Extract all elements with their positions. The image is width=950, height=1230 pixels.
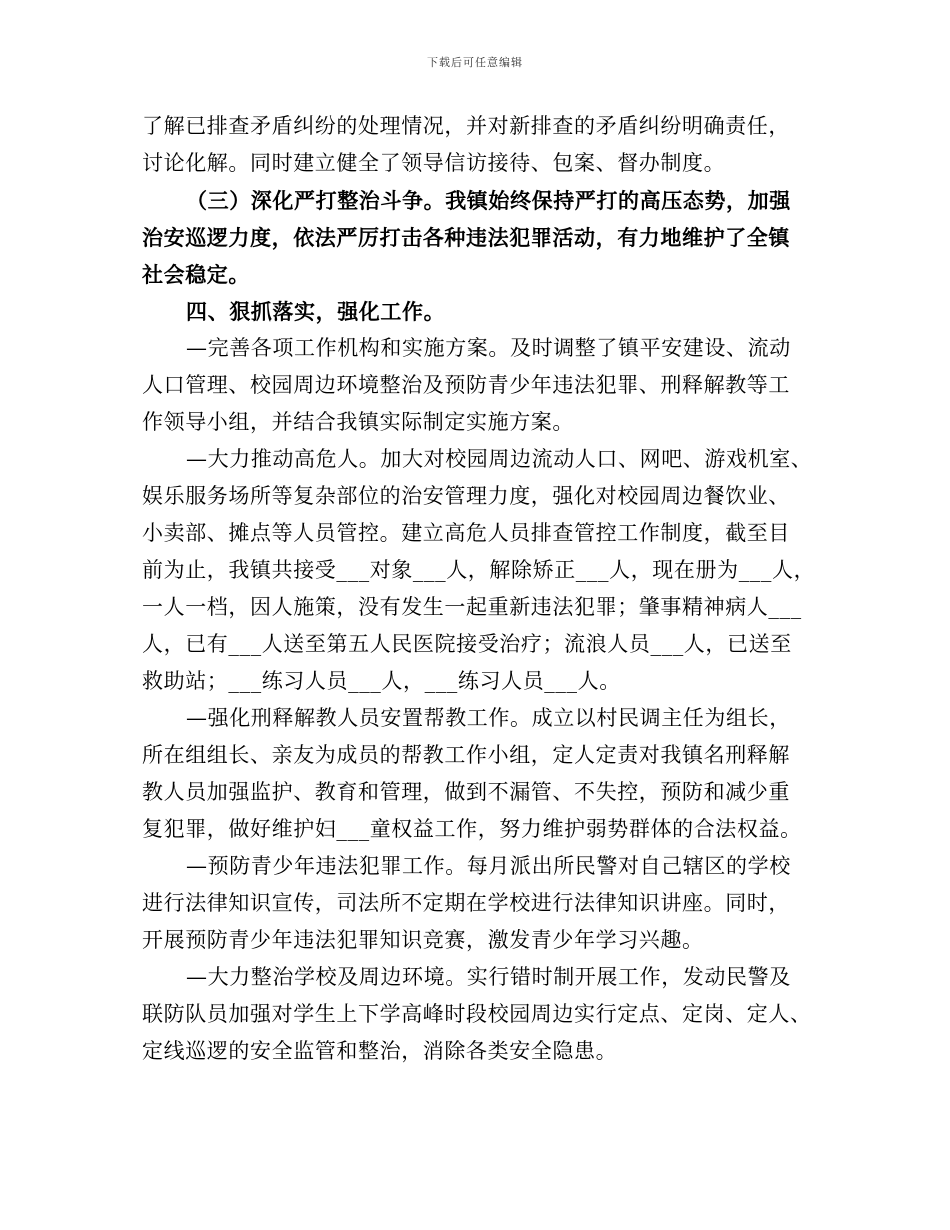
text-line: 所在组组长、亲友为成员的帮教工作小组，定人定责对我镇名刑释解 [142,743,790,767]
text-line: 进行法律知识宣传，司法所不定期在学校进行法律知识讲座。同时， [142,891,790,915]
text-line: 人，已有___人送至第五人民医院接受治疗；流浪人员___人，已送至 [142,632,792,656]
text-line: —大力整治学校及周边环境。实行错时制开展工作，发动民警及 [186,965,791,989]
text-line: 前为止，我镇共接受___对象___人，解除矫正___人，现在册为___人， [142,558,816,582]
text-line: 讨论化解。同时建立健全了领导信访接待、包案、督办制度。 [142,151,726,175]
text-line: 治安巡逻力度，依法严厉打击各种违法犯罪活动，有力地维护了全镇 [142,225,790,250]
text-line: 娱乐服务场所等复杂部位的治安管理力度，强化对校园周边餐饮业、 [142,484,790,508]
text-line: 复犯罪，做好维护妇___童权益工作，努力维护弱势群体的合法权益。 [142,817,802,841]
text-line: 社会稳定。 [142,262,250,287]
text-line: 救助站；___练习人员___人，___练习人员___人。 [142,669,621,693]
text-line: 了解已排查矛盾纠纷的处理情况，并对新排查的矛盾纠纷明确责任， [142,114,790,138]
text-line: 一人一档，因人施策，没有发生一起重新违法犯罪；肇事精神病人___ [142,595,802,619]
document-body [142,108,822,1070]
page-header: 下载后可任意编辑 [427,56,523,69]
text-line: （三）深化严打整治斗争。我镇始终保持严打的高压态势，加强 [186,188,791,213]
text-line: —大力推动高危人。加大对校园周边流动人口、网吧、游戏机室、 [186,447,813,471]
text-line: —预防青少年违法犯罪工作。每月派出所民警对自己辖区的学校 [186,854,791,878]
text-line: —完善各项工作机构和实施方案。及时调整了镇平安建设、流动 [186,336,791,360]
text-line: 开展预防青少年违法犯罪知识竞赛，激发青少年学习兴趣。 [142,928,704,952]
text-line: 人口管理、校园周边环境整治及预防青少年违法犯罪、刑释解教等工 [142,373,790,397]
text-line: 作领导小组，并结合我镇实际制定实施方案。 [142,410,574,434]
text-line: —强化刑释解教人员安置帮教工作。成立以村民调主任为组长， [186,706,791,730]
text-line: 定线巡逻的安全监管和整治，消除各类安全隐患。 [142,1039,618,1063]
text-line: 教人员加强监护、教育和管理，做到不漏管、不失控，预防和减少重 [142,780,790,804]
text-line: 小卖部、摊点等人员管控。建立高危人员排查管控工作制度，截至目 [142,521,790,545]
text-line: 联防队员加强对学生上下学高峰时段校园周边实行定点、定岗、定人、 [142,1002,812,1026]
text-line: 四、狠抓落实，强化工作。 [186,299,446,324]
